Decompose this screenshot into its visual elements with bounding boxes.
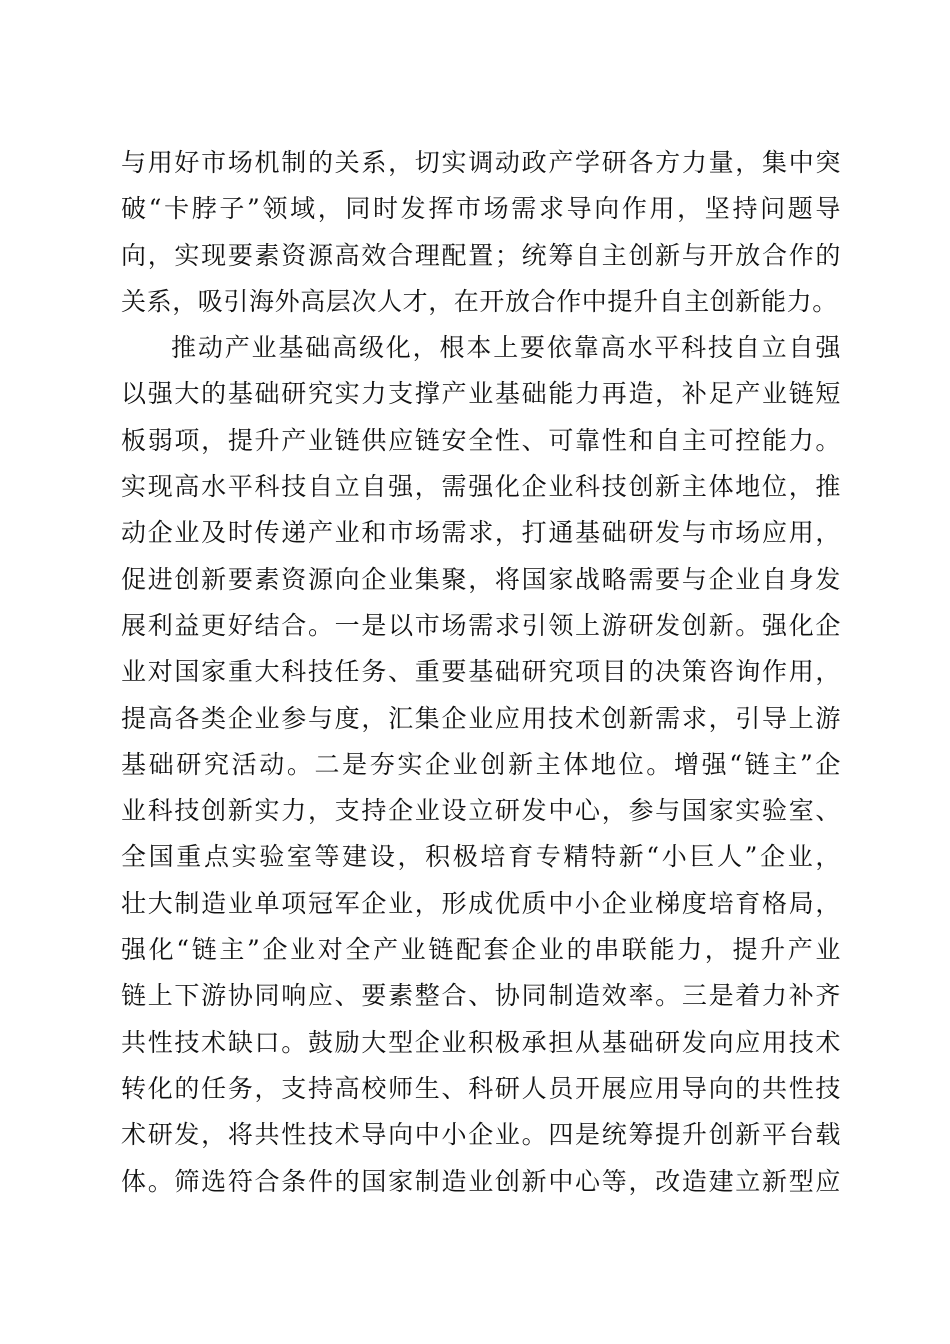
text-line: 全国重点实验室等建设，积极培育专精特新“小巨人”企业， bbox=[121, 842, 841, 872]
text-line: 链上下游协同响应、要素整合、协同制造效率。三是着力补齐 bbox=[121, 981, 841, 1011]
text-line: 关系，吸引海外高层次人才，在开放合作中提升自主创新能力。 bbox=[121, 286, 838, 316]
text-line: 业科技创新实力，支持企业设立研发中心，参与国家实验室、 bbox=[121, 796, 841, 826]
text-line: 以强大的基础研究实力支撑产业基础能力再造，补足产业链短 bbox=[121, 379, 841, 409]
text-line: 向，实现要素资源高效合理配置；统筹自主创新与开放合作的 bbox=[121, 240, 841, 270]
text-line: 板弱项，提升产业链供应链安全性、可靠性和自主可控能力。 bbox=[121, 425, 841, 455]
text-line: 壮大制造业单项冠军企业，形成优质中小企业梯度培育格局， bbox=[121, 888, 841, 918]
text-line: 破“卡脖子”领域，同时发挥市场需求导向作用，坚持问题导 bbox=[121, 194, 841, 224]
text-line: 业对国家重大科技任务、重要基础研究项目的决策咨询作用， bbox=[121, 657, 841, 687]
text-line: 动企业及时传递产业和市场需求，打通基础研发与市场应用， bbox=[121, 518, 841, 548]
text-line: 术研发，将共性技术导向中小企业。四是统筹提升创新平台载 bbox=[121, 1120, 841, 1150]
text-line: 转化的任务，支持高校师生、科研人员开展应用导向的共性技 bbox=[121, 1073, 841, 1103]
text-line: 基础研究活动。二是夯实企业创新主体地位。增强“链主”企 bbox=[121, 749, 841, 779]
text-line: 展利益更好结合。一是以市场需求引领上游研发创新。强化企 bbox=[121, 610, 841, 640]
text-line: 实现高水平科技自立自强，需强化企业科技创新主体地位，推 bbox=[121, 472, 841, 502]
text-line: 促进创新要素资源向企业集聚，将国家战略需要与企业自身发 bbox=[121, 564, 841, 594]
text-line: 强化“链主”企业对全产业链配套企业的串联能力，提升产业 bbox=[121, 935, 841, 965]
text-line: 共性技术缺口。鼓励大型企业积极承担从基础研发向应用技术 bbox=[121, 1027, 841, 1057]
text-line: 与用好市场机制的关系，切实调动政产学研各方力量，集中突 bbox=[121, 148, 841, 177]
text-line: 体。筛选符合条件的国家制造业创新中心等，改造建立新型应 bbox=[121, 1166, 841, 1196]
body-text bbox=[121, 140, 841, 1205]
text-line: 提高各类企业参与度，汇集企业应用技术创新需求，引导上游 bbox=[121, 703, 841, 733]
paragraph-first-line: 推动产业基础高级化，根本上要依靠高水平科技自立自强 bbox=[171, 333, 841, 363]
